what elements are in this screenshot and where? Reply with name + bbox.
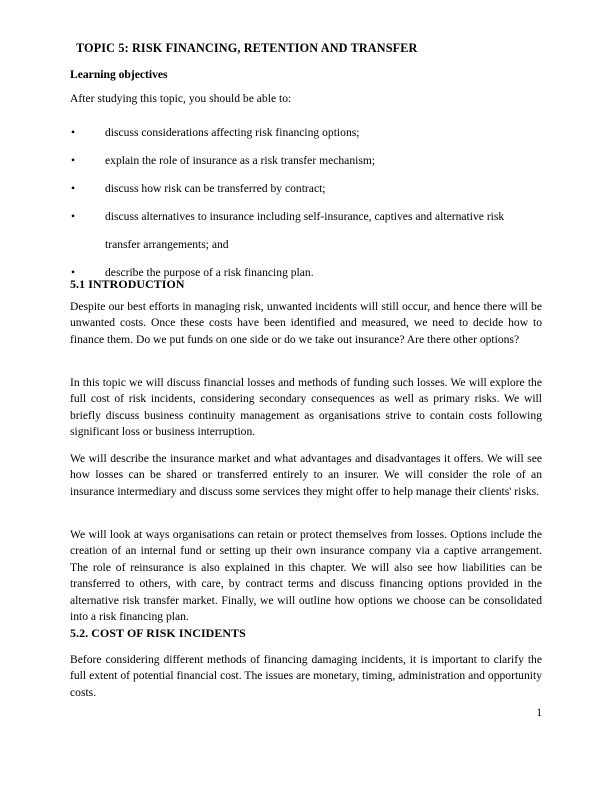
bullet-marker-icon: • <box>71 210 76 223</box>
bullet-marker-icon: • <box>71 266 76 279</box>
list-item <box>70 147 542 175</box>
learning-objectives-heading: Learning objectives <box>70 68 168 81</box>
page-title: TOPIC 5: RISK FINANCING, RETENTION AND TRANSFER <box>76 41 418 55</box>
bullet-marker-icon: • <box>71 126 76 139</box>
list-item <box>70 175 542 203</box>
list-item-label: discuss how risk can be transferred by contract; <box>105 182 326 195</box>
learning-objectives-list <box>70 119 542 287</box>
list-item-label: explain the role of insurance as a risk transfer mechanism; <box>105 154 376 167</box>
bullet-marker-icon: • <box>71 182 76 195</box>
paragraph: We will describe the insurance market and what advantages and disadvantages it offers. We will see how losses can be shared or transferred entirely to an insurer. We will consider the role of an insurance intermediary and discuss some services they might offer to help manage their clients' risks. <box>70 452 542 498</box>
section-heading-cost-of-risk-incidents: 5.2. COST OF RISK INCIDENTS <box>70 626 246 640</box>
paragraph: Before considering different methods of financing damaging incidents, it is important to clarify the full extent of potential financial cost. The issues are monetary, timing, administration and opportunity costs. <box>70 653 542 699</box>
paragraph: Despite our best efforts in managing risk, unwanted incidents will still occur, and hence there will be unwanted costs. Once these costs have been identified and measured, we need to decide how to finance them. Do we put funds on one side or do we take out insurance? Are there other options? <box>70 300 542 346</box>
list-item-label: discuss considerations affecting risk financing options; <box>105 126 360 139</box>
list-item-label: discuss alternatives to insurance including self-insurance, captives and alternative risk transfer arrangements; and <box>105 210 505 251</box>
paragraph: We will look at ways organisations can retain or protect themselves from losses. Options include the creation of an internal fund or setting up their own insurance company via a captive arrangement. The role of reinsurance is also explained in this chapter. We will also see how liabilities can be transferred to others, with care, by contract terms and discuss financing options provided in the alternative risk transfer market. Finally, we will outline how options we choose can be consolidated into a risk financing plan. <box>70 528 542 624</box>
bullet-marker-icon: • <box>71 154 76 167</box>
list-item <box>70 203 542 259</box>
list-item-label: describe the purpose of a risk financing plan. <box>105 266 314 279</box>
page-number: 1 <box>536 707 542 719</box>
learning-objectives-lead-in: After studying this topic, you should be able to: <box>70 92 292 105</box>
list-item <box>70 119 542 147</box>
paragraph: In this topic we will discuss financial losses and methods of funding such losses. We will explore the full cost of risk incidents, considering secondary consequences as well as primary risks. We will briefly discuss business continuity management as organisations strive to contain costs following significant loss or business interruption. <box>70 376 542 439</box>
section-heading-introduction: 5.1 INTRODUCTION <box>70 277 185 291</box>
